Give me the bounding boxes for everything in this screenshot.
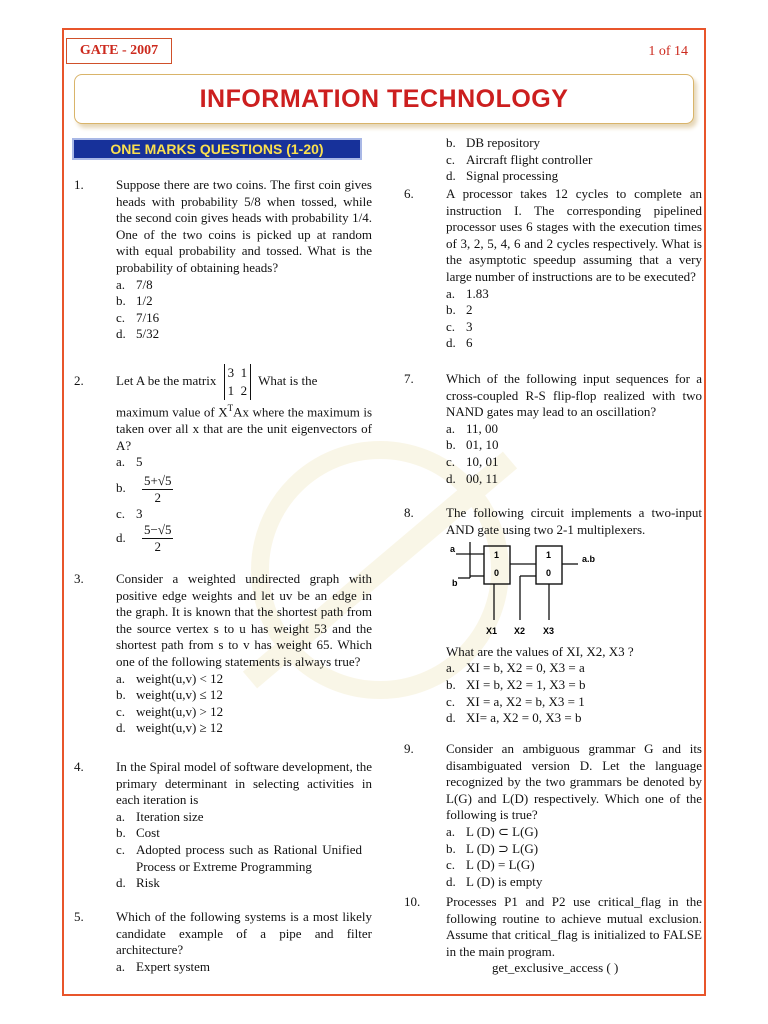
question-6 <box>402 186 702 352</box>
question-number: 1. <box>74 177 84 192</box>
option: a. XI = b, X2 = 0, X3 = a <box>446 660 585 676</box>
option: b. 01, 10 <box>446 437 499 453</box>
exam-label: GATE - 2007 <box>66 38 172 64</box>
option: c. Aircraft flight controller <box>446 151 593 167</box>
question-text: Which of the following systems is a most likely candidate example of a pipe and filter architecture? <box>116 909 372 958</box>
input-b-label: b <box>452 578 458 589</box>
question-number: 6. <box>404 186 414 201</box>
mux-2-bottom-label: 0 <box>546 568 552 579</box>
option: c. L (D) = L(G) <box>446 857 535 873</box>
option: b. weight(u,v) ≤ 12 <box>116 687 223 703</box>
option: c. weight(u,v) > 12 <box>116 703 224 719</box>
option: b. DB repository <box>446 135 541 150</box>
mux-2-top-label: 1 <box>546 550 552 561</box>
question-text: A processor takes 12 cycles to complete an instruction I. The corresponding pipelined processor uses 6 stages with the execution times of 3, 2, 5, 4, 6 and 2 cycles respectively. What is the asymptotic speedup assuming that a very large number of instructions are to be executed? <box>446 186 702 284</box>
option: d. 00, 11 <box>446 470 499 486</box>
option: d. Risk <box>116 875 160 891</box>
question-3 <box>72 571 372 737</box>
option: d. Signal processing <box>446 168 559 184</box>
question-text: Let A be the matrix 3 1 1 2 What is the <box>116 365 318 398</box>
option: c. 10, 01 <box>446 453 499 469</box>
option: a. 11, 00 <box>446 420 499 436</box>
option: c. 3 <box>116 505 143 521</box>
question-5-cont <box>402 135 702 185</box>
x3-label: X3 <box>543 626 555 637</box>
option: c. 7/16 <box>116 309 160 325</box>
option: b. L (D) ⊃ L(G) <box>446 840 539 856</box>
option: c. XI = a, X2 = b, X3 = 1 <box>446 693 585 709</box>
mux-1-bottom-label: 0 <box>494 568 500 579</box>
option: d. $\frac{5-√5}{2}$ <box>116 522 172 555</box>
option: a. weight(u,v) < 12 <box>116 670 224 686</box>
question-number: 10. <box>404 894 421 909</box>
question-text: Processes P1 and P2 use critical_flag in the following routine to achieve mutual exclusion. Assume that critical_flag is initialized to FALSE in the main program. <box>446 894 702 959</box>
option: a. Iteration size <box>116 808 204 824</box>
option: d. 6 <box>446 335 473 351</box>
x2-label: X2 <box>514 626 526 637</box>
question-text: Consider an ambiguous grammar G and its disambiguated version D. Let the language recognized by the two grammars be denoted by L(G) and L(D) respectively. Which one of the following is true? <box>446 741 702 823</box>
sub-question: What are the values of XI, X2, X3 ? <box>446 643 634 659</box>
option: d. L (D) is empty <box>446 873 543 889</box>
option: c. 3 <box>446 318 473 334</box>
question-text: Suppose there are two coins. The first coin gives heads with probability 5/8 when tossed, while the second coin gives heads with probability 1/4. One of the two coins is picked up at random with equal probability and tossed. What is the probability of obtaining heads? <box>116 177 372 275</box>
question-number: 7. <box>404 371 414 386</box>
option: d. weight(u,v) ≥ 12 <box>116 720 223 736</box>
option: a. 1.83 <box>446 285 489 301</box>
question-10 <box>402 894 702 977</box>
question-2 <box>72 364 372 555</box>
question-5 <box>72 909 372 975</box>
question-text: Consider a weighted undirected graph with positive edge weights and let uv be an edge in the graph. It is known that the shortest path from the source vertex s to u has weight 53 and the shortest path from s to v has weight 65. Which one of the following statements is always true? <box>116 571 372 669</box>
option: b. $\frac{5+√5}{2}$ <box>116 472 172 505</box>
title-banner <box>74 74 694 124</box>
question-number: 2. <box>74 373 84 388</box>
question-number: 8. <box>404 505 414 520</box>
option: b. 1/2 <box>116 293 153 309</box>
question-text: Which of the following input sequences for a cross-coupled R-S flip-flop realized with two NAND gates may lead to an oscillation? <box>446 371 702 420</box>
option: c. Adopted process such as Rational Unified Process or Extreme Programming <box>116 841 362 874</box>
option: d. XI= a, X2 = 0, X3 = b <box>446 710 582 726</box>
question-text-cont: maximum value of $X^TAx$ where the maximum is taken over all x that are the unit eigenvectors of A? <box>116 403 373 453</box>
mux-1-top-label: 1 <box>494 550 500 561</box>
question-text: The following circuit implements a two-input AND gate using two 2-1 multiplexers. <box>446 505 702 537</box>
question-number: 5. <box>74 909 84 924</box>
page-number: 1 of 14 <box>648 44 688 59</box>
option: b. 2 <box>446 302 473 318</box>
question-number: 9. <box>404 741 414 756</box>
option: a. L (D) ⊂ L(G) <box>446 823 539 839</box>
question-4 <box>72 759 372 892</box>
question-1 <box>72 177 372 343</box>
question-7 <box>402 371 702 487</box>
page-title: INFORMATION TECHNOLOGY <box>199 85 569 113</box>
question-number: 3. <box>74 571 84 586</box>
matrix-a: 3 1 1 2 <box>224 364 252 400</box>
section-heading: ONE MARKS QUESTIONS (1-20) <box>72 138 362 160</box>
x1-label: X1 <box>486 626 498 637</box>
output-label: a.b <box>582 554 596 565</box>
option: a. 5 <box>116 454 143 470</box>
option: a. 7/8 <box>116 276 153 292</box>
question-number: 4. <box>74 759 84 774</box>
option: b. Cost <box>116 825 160 841</box>
question-text: In the Spiral model of software development, the primary determinant in selecting activities in each iteration is <box>116 759 372 808</box>
code-line: get_exclusive_access ( ) <box>492 960 619 976</box>
question-9 <box>402 741 702 890</box>
mux-circuit-diagram <box>450 542 630 637</box>
option: d. 5/32 <box>116 326 160 342</box>
question-8 <box>402 505 702 727</box>
option: b. XI = b, X2 = 1, X3 = b <box>446 676 586 692</box>
input-a-label: a <box>450 544 456 555</box>
option: a. Expert system <box>116 958 211 974</box>
